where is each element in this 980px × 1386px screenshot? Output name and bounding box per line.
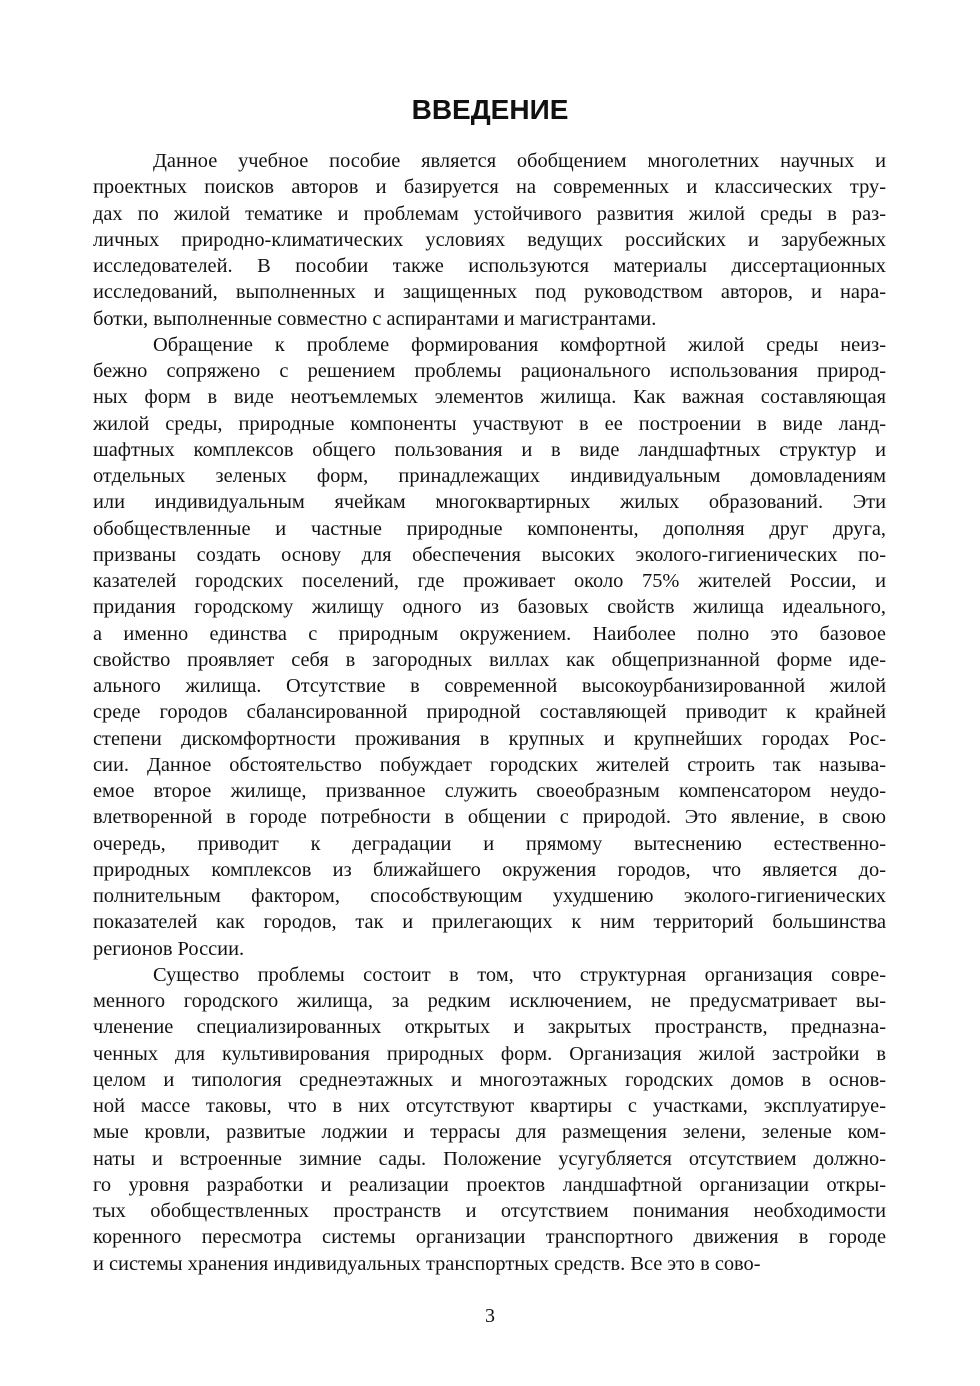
text-line: среде городов сбалансированной природной составляющей приводит к крайней [93,701,886,724]
text-line: показателей как городов, так и прилегающих к ним территорий большинства [93,911,886,934]
text-line: казателей городских поселений, где проживает около 75% жителей России, и [93,570,886,592]
text-line: дах по жилой тематике и проблемам устойчивого развития жилой среды в раз- [93,202,886,225]
text-line: обобществленные и частные природные компоненты, дополняя друг друга, [93,517,886,540]
text-line: ального жилища. Отсутствие в современной высокоурбанизированной жилой [93,675,886,697]
paragraph [93,332,886,962]
text-line: Существо проблемы состоит в том, что структурная организация совре- [153,963,886,986]
text-line: наты и встроенные зимние сады. Положение усугубляется отсутствием должно- [93,1147,886,1170]
text-line: сии. Данное обстоятельство побуждает городских жителей строить так называ- [93,753,886,776]
text-line: тых обобществленных пространств и отсутствием понимания необходимости [93,1200,886,1222]
text-line: исследований, выполненных и защищенных под руководством авторов, и нара- [93,281,886,304]
text-line: свойство проявляет себя в загородных виллах как общепризнанной форме иде- [93,648,886,671]
text-line: бежно сопряжено с решением проблемы рационального использования природ- [93,360,886,382]
text-line: исследователей. В пособии также используются материалы диссертационных [93,255,886,277]
text-line: коренного пересмотра системы организации транспортного движения в городе [93,1226,886,1249]
text-line: личных природно-климатических условиях ведущих российских и зарубежных [93,228,886,251]
text-line: жилой среды, природные компоненты участвуют в ее построении в виде ланд- [93,412,886,435]
text-line: отдельных зеленых форм, принадлежащих индивидуальным домовладениям [93,465,886,487]
text-line: Обращение к проблеме формирования комфортной жилой среды неиз- [153,333,886,356]
text-line: целом и типология среднеэтажных и многоэтажных городских домов в основ- [93,1068,886,1091]
text-line: а именно единства с природным окружением. Наиболее полно это базовое [93,622,886,645]
text-line: проектных поисков авторов и базируется на современных и классических тру- [93,176,886,199]
text-line: очередь, приводит к деградации и прямому вытеснению естественно- [93,832,886,855]
text-line: степени дискомфортности проживания в крупных и крупнейших городах Рос- [93,727,886,750]
text-line: влетворенной в городе потребности в общении с природой. Это явление, в свою [93,806,886,829]
text-line: ной массе таковы, что в них отсутствуют квартиры с участками, эксплуатируе- [93,1095,886,1117]
text-line: членение специализированных открытых и закрытых пространств, предназна- [93,1016,886,1039]
text-line: призваны создать основу для обеспечения высоких эколого-гигиенических по- [93,543,886,566]
text-line: или индивидуальным ячейкам многоквартирных жилых образований. Эти [93,491,886,514]
text-line: ных форм в виде неотъемлемых элементов жилища. Как важная составляющая [93,386,886,409]
text-line: природных комплексов из ближайшего окружения городов, что является до- [93,858,886,881]
paragraph [93,962,886,1277]
paragraph [93,148,886,332]
text-line: и системы хранения индивидуальных транспортных средств. Все это в сово- [93,1252,761,1275]
text-line: ченных для культивирования природных форм. Организация жилой застройки в [93,1042,886,1065]
body-text [93,148,886,1277]
text-line: полнительным фактором, способствующим ухудшению эколого-гигиенических [93,885,886,907]
text-line: придания городскому жилищу одного из базовых свойств жилища идеального, [93,596,886,619]
page-number: 3 [485,1305,495,1327]
text-line: емое второе жилище, призванное служить своеобразным компенсатором неудо- [93,780,886,802]
text-line: регионов России. [93,937,245,960]
text-line: менного городского жилища, за редким исключением, не предусматривает вы- [93,990,886,1012]
page-title: ВВЕДЕНИЕ [411,94,569,125]
text-line: мые кровли, развитые лоджии и террасы для размещения зелени, зеленые ком- [93,1121,886,1144]
text-line: шафтных комплексов общего пользования и в виде ландшафтных структур и [93,438,886,461]
text-line: Данное учебное пособие является обобщением многолетних научных и [153,150,886,172]
text-line: го уровня разработки и реализации проектов ландшафтной организации откры- [93,1173,886,1196]
text-line: ботки, выполненные совместно с аспирантами и магистрантами. [93,307,657,330]
